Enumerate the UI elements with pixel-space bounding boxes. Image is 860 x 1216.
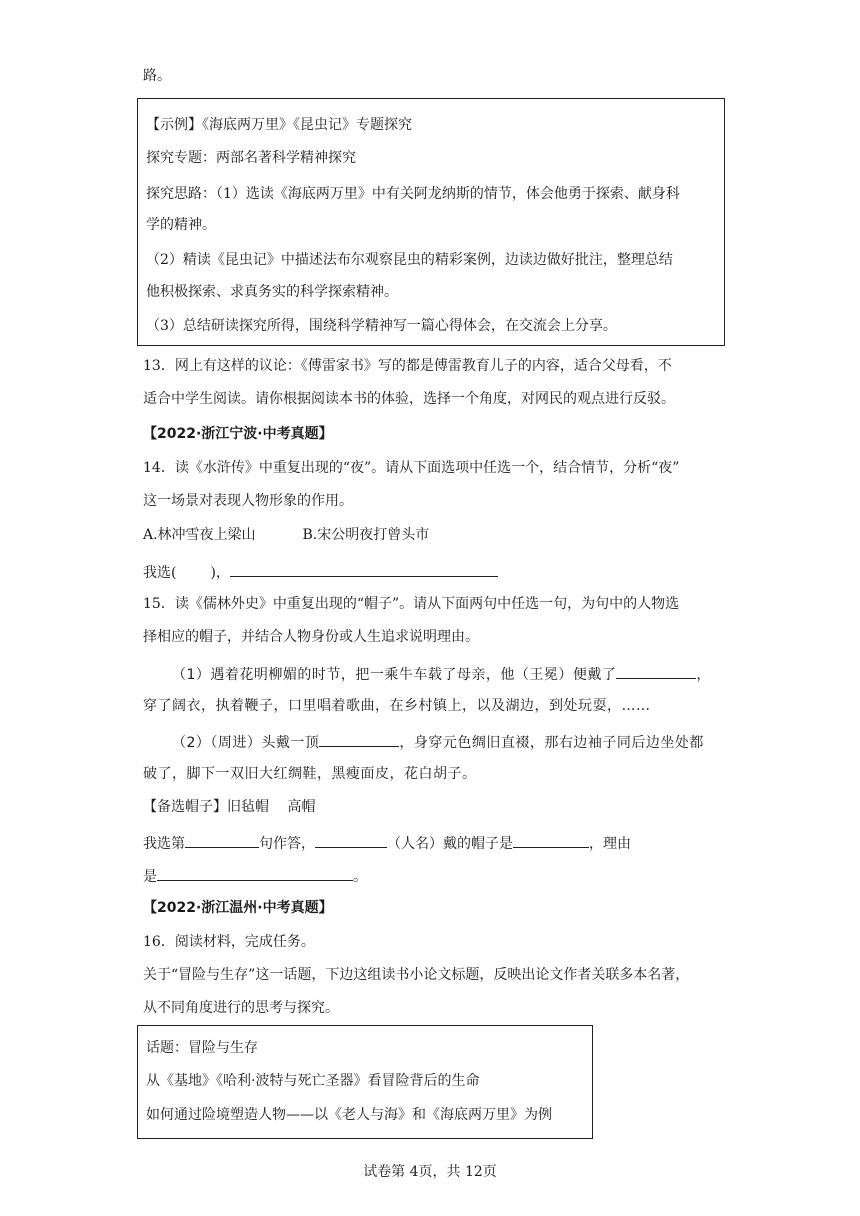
q14-choose-mid: )， (210, 565, 230, 581)
q16-line3: 从不同角度进行的思考与探究。 (143, 1000, 339, 1016)
q14-answer (143, 560, 498, 583)
q14-answer-blank[interactable] (230, 560, 498, 577)
q14-line1: 14．读《水浒传》中重复出现的“夜”。请从下面选项中任选一个，结合情节，分析“夜” (143, 460, 680, 476)
example-step2-cont: 他积极探索、求真务实的科学探索精神。 (146, 284, 398, 300)
q13-line2: 适合中学生阅读。请你根据阅读本书的体验，选择一个角度，对网民的观点进行反驳。 (143, 391, 675, 407)
q15-hat-blank[interactable] (513, 831, 589, 848)
q15-ans-mid1: 句作答， (259, 836, 315, 852)
topic-title: 话题：冒险与生存 (146, 1040, 258, 1056)
example-box (137, 98, 725, 346)
topic-paper-2: 如何通过险境塑造人物——以《老人与海》和《海底两万里》为例 (146, 1107, 552, 1123)
q15-s2-text-after: ，身穿元色绸旧直裰，那右边袖子同后边坐处都 (399, 735, 704, 751)
q15-ans-end: 。 (353, 869, 367, 885)
q16-line1: 16．阅读材料，完成任务。 (143, 934, 315, 950)
q15-line1: 15．读《儒林外史》中重复出现的“帽子”。请从下面两句中任选一句，为句中的人物选 (143, 596, 680, 612)
q15-sentence2-cont: 破了，脚下一双旧大红绸鞋，黑瘦面皮，花白胡子。 (143, 766, 477, 782)
q16-line2: 关于“冒险与生存”这一话题，下边这组读书小论文标题，反映出论文作者关联多本名著， (143, 967, 690, 983)
q15-s1-comma: ， (696, 667, 711, 683)
q14-option-b: B.宋公明夜打曾头市 (302, 527, 430, 543)
q15-reason-blank[interactable] (157, 864, 353, 881)
q15-person-blank[interactable] (315, 831, 387, 848)
q15-ans-mid2: （人名）戴的帽子是 (387, 836, 513, 852)
page-footer: 试卷第 4页，共 12页 (363, 1164, 497, 1180)
q15-answer-line2 (143, 864, 367, 887)
example-title: 【示例】《海底两万里》《昆虫记》专题探究 (146, 117, 412, 133)
example-step1: 探究思路：（1）选读《海底两万里》中有关阿龙纳斯的情节，体会他勇于探索、献身科 (146, 186, 680, 202)
q15-sentence1-cont: 穿了阔衣，执着鞭子，口里唱着歌曲，在乡村镇上，以及湖边，到处玩耍，…… (143, 698, 651, 714)
section-wenzhou: 【2022·浙江温州·中考真题】 (143, 900, 333, 916)
topic-box (137, 1025, 593, 1139)
q15-sentence1 (172, 662, 711, 685)
q14-options (143, 525, 429, 545)
q13-line1: 13．网上有这样的议论：《傅雷家书》写的都是傅雷教育儿子的内容，适合父母看，不 (143, 358, 672, 374)
q15-s2-text: （2）（周进）头戴一顶 (172, 735, 320, 751)
example-topic: 探究专题：两部名著科学精神探究 (146, 150, 356, 166)
example-step2: （2）精读《昆虫记》中描述法布尔观察昆虫的精彩案例，边读边做好批注，整理总结 (146, 252, 673, 268)
topic-paper-1: 从《基地》《哈利·波特与死亡圣器》看冒险背后的生命 (146, 1073, 480, 1089)
q15-hats: 【备选帽子】旧毡帽 高帽 (143, 799, 316, 815)
q14-choose-prefix: 我选( (143, 565, 177, 581)
q15-answer-line1 (143, 831, 631, 854)
q14-option-a: A.林冲雪夜上梁山 (143, 527, 256, 543)
q14-line2: 这一场景对表现人物形象的作用。 (143, 493, 353, 509)
section-ningbo: 【2022·浙江宁波·中考真题】 (143, 426, 333, 442)
example-step1-cont: 学的精神。 (146, 217, 216, 233)
q15-ans-is: 是 (143, 869, 157, 885)
q15-sentence-number-blank[interactable] (185, 831, 259, 848)
q15-ans-reason: ，理由 (589, 836, 631, 852)
q15-s1-blank[interactable] (616, 662, 696, 679)
q15-line2: 择相应的帽子，并结合人物身份或人生追求说明理由。 (143, 629, 479, 645)
q15-s2-blank[interactable] (319, 730, 399, 747)
q15-ans-prefix: 我选第 (143, 836, 185, 852)
example-step3: （3）总结研读探究所得，围绕科学精神写一篇心得体会，在交流会上分享。 (146, 318, 617, 334)
q15-sentence2 (172, 730, 704, 753)
q15-s1-text: （1）遇着花明柳媚的时节，把一乘牛车载了母亲，他（王冕）便戴了 (172, 667, 617, 683)
top-fragment: 路。 (143, 68, 171, 84)
